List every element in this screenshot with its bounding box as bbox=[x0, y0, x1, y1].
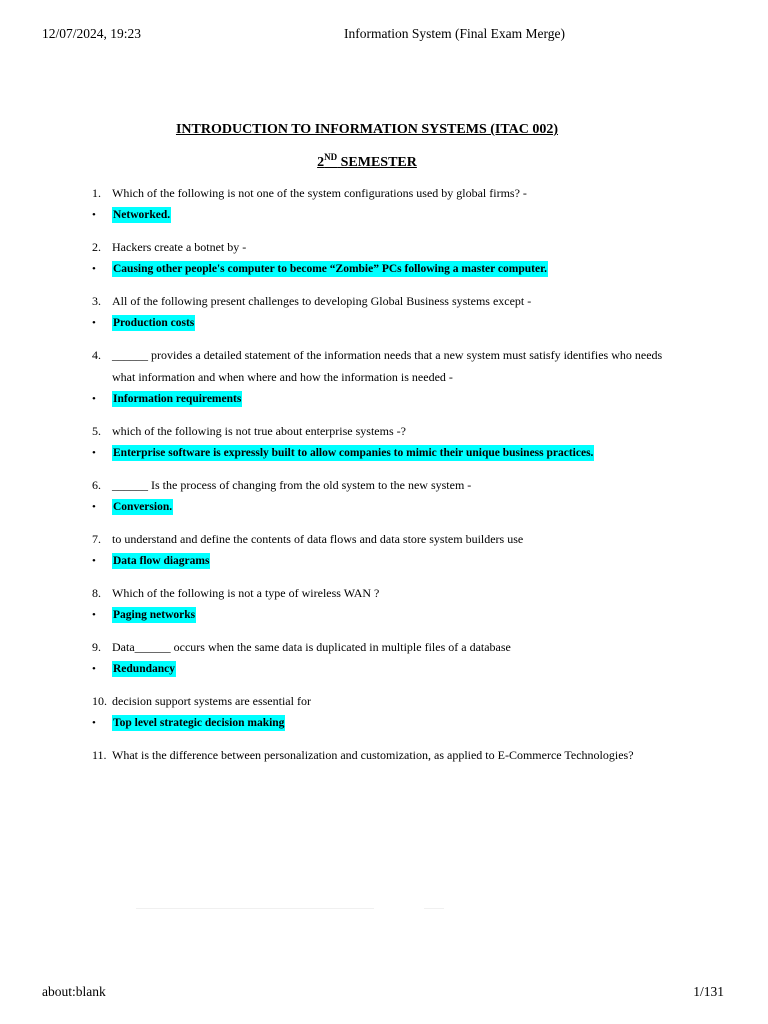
question-text: All of the following present challenges to developing Global Business systems except - bbox=[112, 294, 532, 308]
question-list bbox=[92, 182, 682, 776]
question-text: Hackers create a botnet by - bbox=[112, 240, 247, 254]
question-text: decision support systems are essential for bbox=[112, 694, 311, 708]
question-item bbox=[92, 344, 682, 410]
highlighted-answer: Information requirements bbox=[113, 393, 242, 405]
faint-divider bbox=[424, 908, 444, 909]
question-row bbox=[92, 744, 682, 766]
question-row bbox=[92, 290, 682, 312]
highlighted-answer: Production costs bbox=[113, 317, 195, 329]
question-row bbox=[92, 582, 682, 604]
question-item bbox=[92, 582, 682, 626]
answer-row bbox=[92, 496, 682, 518]
question-number: 2. bbox=[92, 240, 101, 254]
highlighted-answer: Conversion. bbox=[113, 501, 173, 513]
answer-row bbox=[92, 604, 682, 626]
answer-row bbox=[92, 388, 682, 410]
question-number: 11. bbox=[92, 748, 107, 762]
question-row bbox=[92, 528, 682, 550]
bullet-icon: • bbox=[92, 317, 96, 329]
question-text: Which of the following is not a type of wireless WAN ? bbox=[112, 586, 380, 600]
question-item bbox=[92, 182, 682, 226]
answer-row bbox=[92, 204, 682, 226]
question-item bbox=[92, 474, 682, 518]
answer-row bbox=[92, 658, 682, 680]
question-item bbox=[92, 528, 682, 572]
bullet-icon: • bbox=[92, 393, 96, 405]
answer-row bbox=[92, 550, 682, 572]
question-row bbox=[92, 420, 682, 442]
faint-divider bbox=[136, 908, 374, 909]
question-row bbox=[92, 474, 682, 496]
highlighted-answer: Redundancy bbox=[113, 663, 175, 675]
question-text: What is the difference between personalization and customization, as applied to E-Commerce Technologies? bbox=[112, 748, 634, 762]
question-number: 9. bbox=[92, 640, 101, 654]
answer-row bbox=[92, 312, 682, 334]
question-item bbox=[92, 636, 682, 680]
question-text: to understand and define the contents of data flows and data store system builders use bbox=[112, 532, 524, 546]
print-datetime: 12/07/2024, 19:23 bbox=[42, 26, 142, 41]
question-number: 8. bbox=[92, 586, 101, 600]
question-text: ______ Is the process of changing from the old system to the new system - bbox=[112, 478, 472, 492]
semester-word: SEMESTER bbox=[337, 155, 417, 170]
highlighted-answer: Top level strategic decision making bbox=[113, 717, 285, 729]
question-number: 3. bbox=[92, 294, 101, 308]
question-item bbox=[92, 420, 682, 464]
question-item bbox=[92, 290, 682, 334]
bullet-icon: • bbox=[92, 663, 96, 675]
question-number: 1. bbox=[92, 186, 101, 200]
question-text: Which of the following is not one of the system configurations used by global firms? - bbox=[112, 186, 527, 200]
question-number: 6. bbox=[92, 478, 101, 492]
question-text: which of the following is not true about enterprise systems -? bbox=[112, 424, 406, 438]
question-number: 5. bbox=[92, 424, 101, 438]
question-row bbox=[92, 182, 682, 204]
bullet-icon: • bbox=[92, 263, 96, 275]
semester-ordinal-suffix: ND bbox=[324, 152, 338, 162]
print-document-title: Information System (Final Exam Merge) bbox=[344, 26, 565, 41]
highlighted-answer: Causing other people's computer to become “Zombie” PCs following a master computer. bbox=[113, 263, 547, 275]
semester-number: 2 bbox=[317, 155, 325, 170]
bullet-icon: • bbox=[92, 209, 96, 221]
highlighted-answer: Enterprise software is expressly built to allow companies to mimic their unique business practices. bbox=[113, 447, 594, 459]
highlighted-answer: Networked. bbox=[113, 209, 171, 221]
question-number: 7. bbox=[92, 532, 101, 546]
page-title: INTRODUCTION TO INFORMATION SYSTEMS (ITAC 002) bbox=[175, 122, 559, 137]
print-url: about:blank bbox=[42, 984, 106, 999]
question-row bbox=[92, 690, 682, 712]
question-row bbox=[92, 636, 682, 658]
bullet-icon: • bbox=[92, 717, 96, 729]
answer-row bbox=[92, 442, 682, 464]
question-text: ______ provides a detailed statement of the information needs that a new system must satisfy identifies who needs what information and when where and how the information is needed - bbox=[112, 348, 663, 384]
question-number: 10. bbox=[92, 694, 107, 708]
question-item bbox=[92, 690, 682, 734]
bullet-icon: • bbox=[92, 501, 96, 513]
answer-row bbox=[92, 258, 682, 280]
bullet-icon: • bbox=[92, 447, 96, 459]
highlighted-answer: Data flow diagrams bbox=[113, 555, 210, 567]
question-item bbox=[92, 744, 682, 766]
answer-row bbox=[92, 712, 682, 734]
question-row bbox=[92, 344, 682, 388]
semester-heading bbox=[0, 152, 734, 171]
question-text: Data______ occurs when the same data is duplicated in multiple files of a database bbox=[112, 640, 511, 654]
highlighted-answer: Paging networks bbox=[113, 609, 196, 621]
question-number: 4. bbox=[92, 348, 101, 362]
page-number: 1/131 bbox=[693, 984, 724, 999]
question-row bbox=[92, 236, 682, 258]
question-item bbox=[92, 236, 682, 280]
bullet-icon: • bbox=[92, 609, 96, 621]
bullet-icon: • bbox=[92, 555, 96, 567]
